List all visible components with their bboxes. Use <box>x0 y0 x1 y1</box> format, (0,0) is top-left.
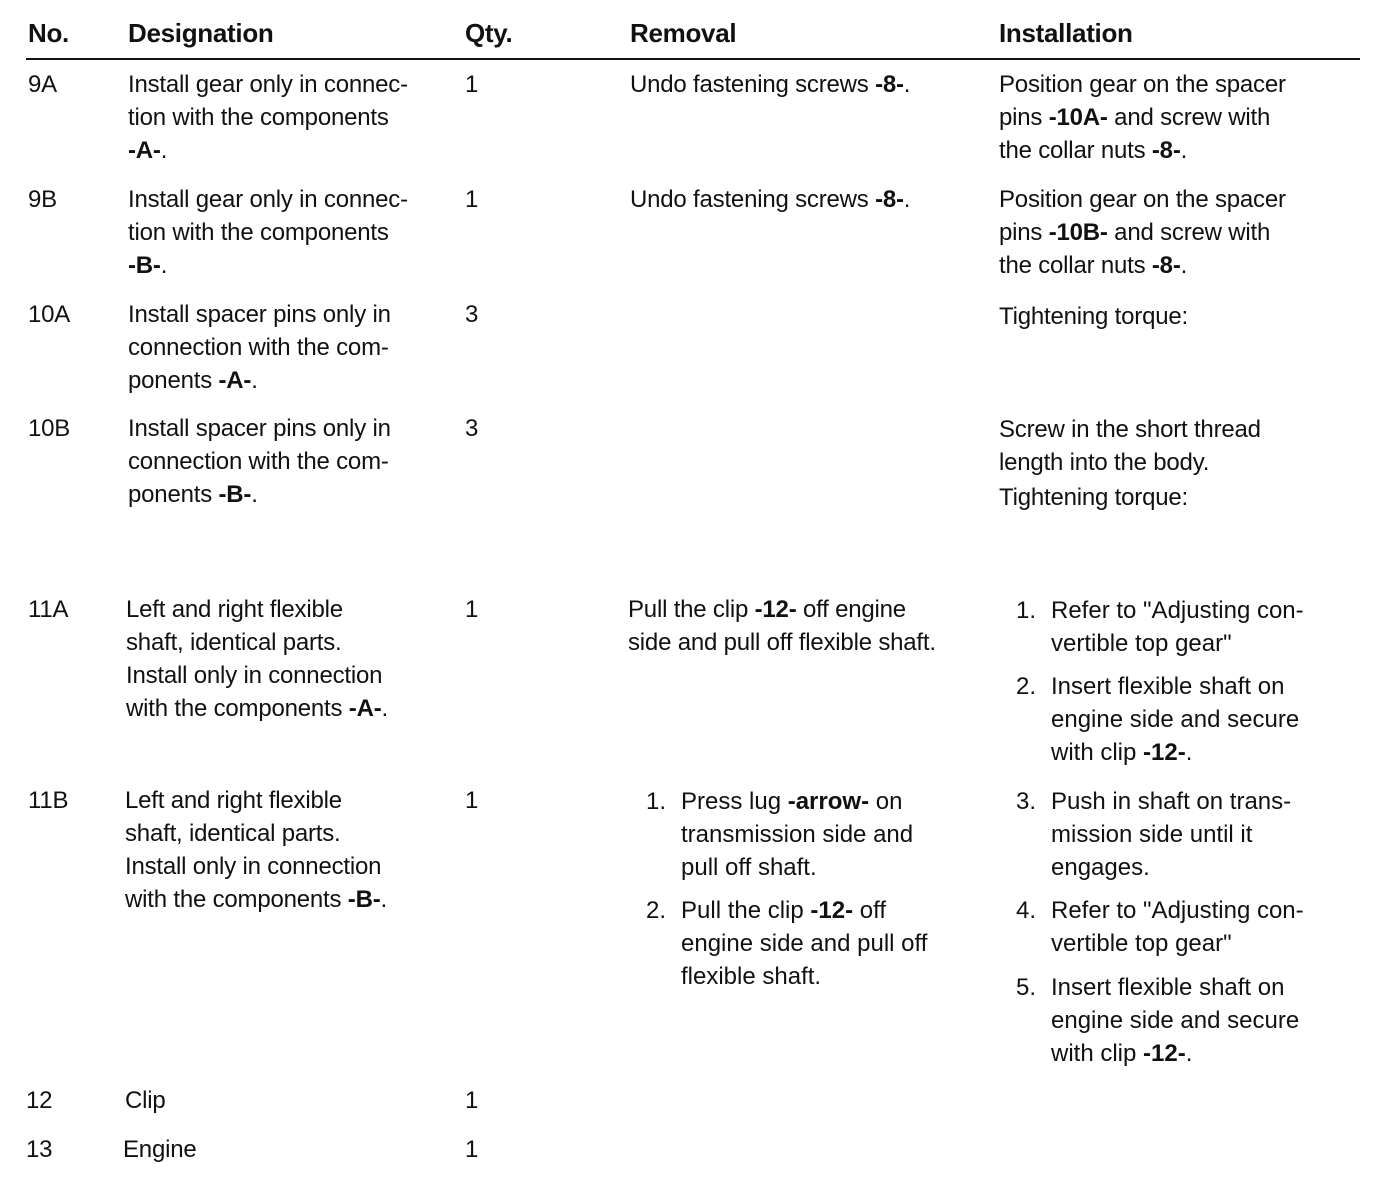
row-removal: Undo fastening screws -8-. <box>630 186 911 213</box>
row-designation: Install spacer pins only in connection with the com- ponents -A-. <box>128 301 391 394</box>
row-qty: 1 <box>465 186 479 213</box>
row-installation: Position gear on the spacer pins -10B- and screw with the collar nuts -8-. <box>999 186 1286 279</box>
row-designation: Engine <box>123 1136 197 1163</box>
row-no: 13 <box>26 1136 53 1163</box>
header-no: No. <box>28 18 69 48</box>
row-no: 10B <box>28 415 71 442</box>
header-removal: Removal <box>630 18 737 48</box>
row-removal: Undo fastening screws -8-. <box>630 71 911 98</box>
row-designation: Install gear only in connec- tion with the components -A-. <box>128 71 408 164</box>
row-installation: Tightening torque: <box>999 303 1188 330</box>
row-qty: 1 <box>465 787 479 814</box>
row-designation: Left and right flexible shaft, identical parts. Install only in connection with the components -A-. <box>126 596 388 722</box>
header-designation: Designation <box>128 18 274 48</box>
row-qty: 3 <box>465 301 479 328</box>
parts-table: No. Designation Qty. Removal Installation 9A Install gear only in connec- tion with the components -A-. 1 Undo fastening screws -8-. Position gear on the spacer pins -10A- and screw with the collar nuts -8-. 9B Install gear only in connec- tion with the components -B-. 1 Undo fastening screws -8-. Position gear on the spacer pins -10B- and screw with the collar nuts -8-. 10A Install spacer pins only in connection with the com- ponents -A-. 3 Tightening torque: 10B Install spacer pins only in connection with the com- ponents -B-. 3 Screw in the short thread length into the body. Tightening torque: 11A Left and right flexible shaft, identical parts. Install only in connection with the components -A-. 1 Pull the clip -12- off engine side and pull off flexible shaft. 1. Refer to "Adjusting con- vertible top gear" 2. Insert flexible shaft on engine side and secure with clip -12-. 11B Left and right flexible shaft, identical parts. Install only in connection with the components -B-. 1 1. Press lug -arrow- on transmission side and pull off shaft. 2. Pull the clip -12- off engine side and pull off flexible shaft. 3. Push in shaft on trans- mission side until it engages. 4. Refer to "Adjusting con- vertible top gear" 5. Insert flexible shaft on engine side and secure with clip -12-. 12 Clip 1 13 Engine 1 <box>0 0 1392 1198</box>
row-no: 11B <box>28 787 69 814</box>
row-no: 12 <box>26 1087 53 1114</box>
row-no: 11A <box>28 596 69 623</box>
header-qty: Qty. <box>465 18 513 48</box>
row-no: 9B <box>28 186 57 213</box>
row-designation: Install gear only in connec- tion with the components -B-. <box>128 186 408 279</box>
row-designation: Left and right flexible shaft, identical parts. Install only in connection with the components -B-. <box>125 787 387 913</box>
row-installation: Screw in the short thread length into the body. Tightening torque: <box>999 416 1261 511</box>
header-installation: Installation <box>999 18 1133 48</box>
row-installation: Position gear on the spacer pins -10A- and screw with the collar nuts -8-. <box>999 71 1286 164</box>
row-qty: 1 <box>465 1087 479 1114</box>
row-designation: Install spacer pins only in connection with the com- ponents -B-. <box>128 415 391 508</box>
row-removal: Pull the clip -12- off engine side and pull off flexible shaft. <box>628 596 936 656</box>
row-designation: Clip <box>125 1087 166 1114</box>
row-qty: 3 <box>465 415 479 442</box>
row-qty: 1 <box>465 596 479 623</box>
row-no: 9A <box>28 71 57 98</box>
row-qty: 1 <box>465 71 479 98</box>
header-rule <box>26 58 1360 60</box>
row-qty: 1 <box>465 1136 479 1163</box>
row-no: 10A <box>28 301 71 328</box>
